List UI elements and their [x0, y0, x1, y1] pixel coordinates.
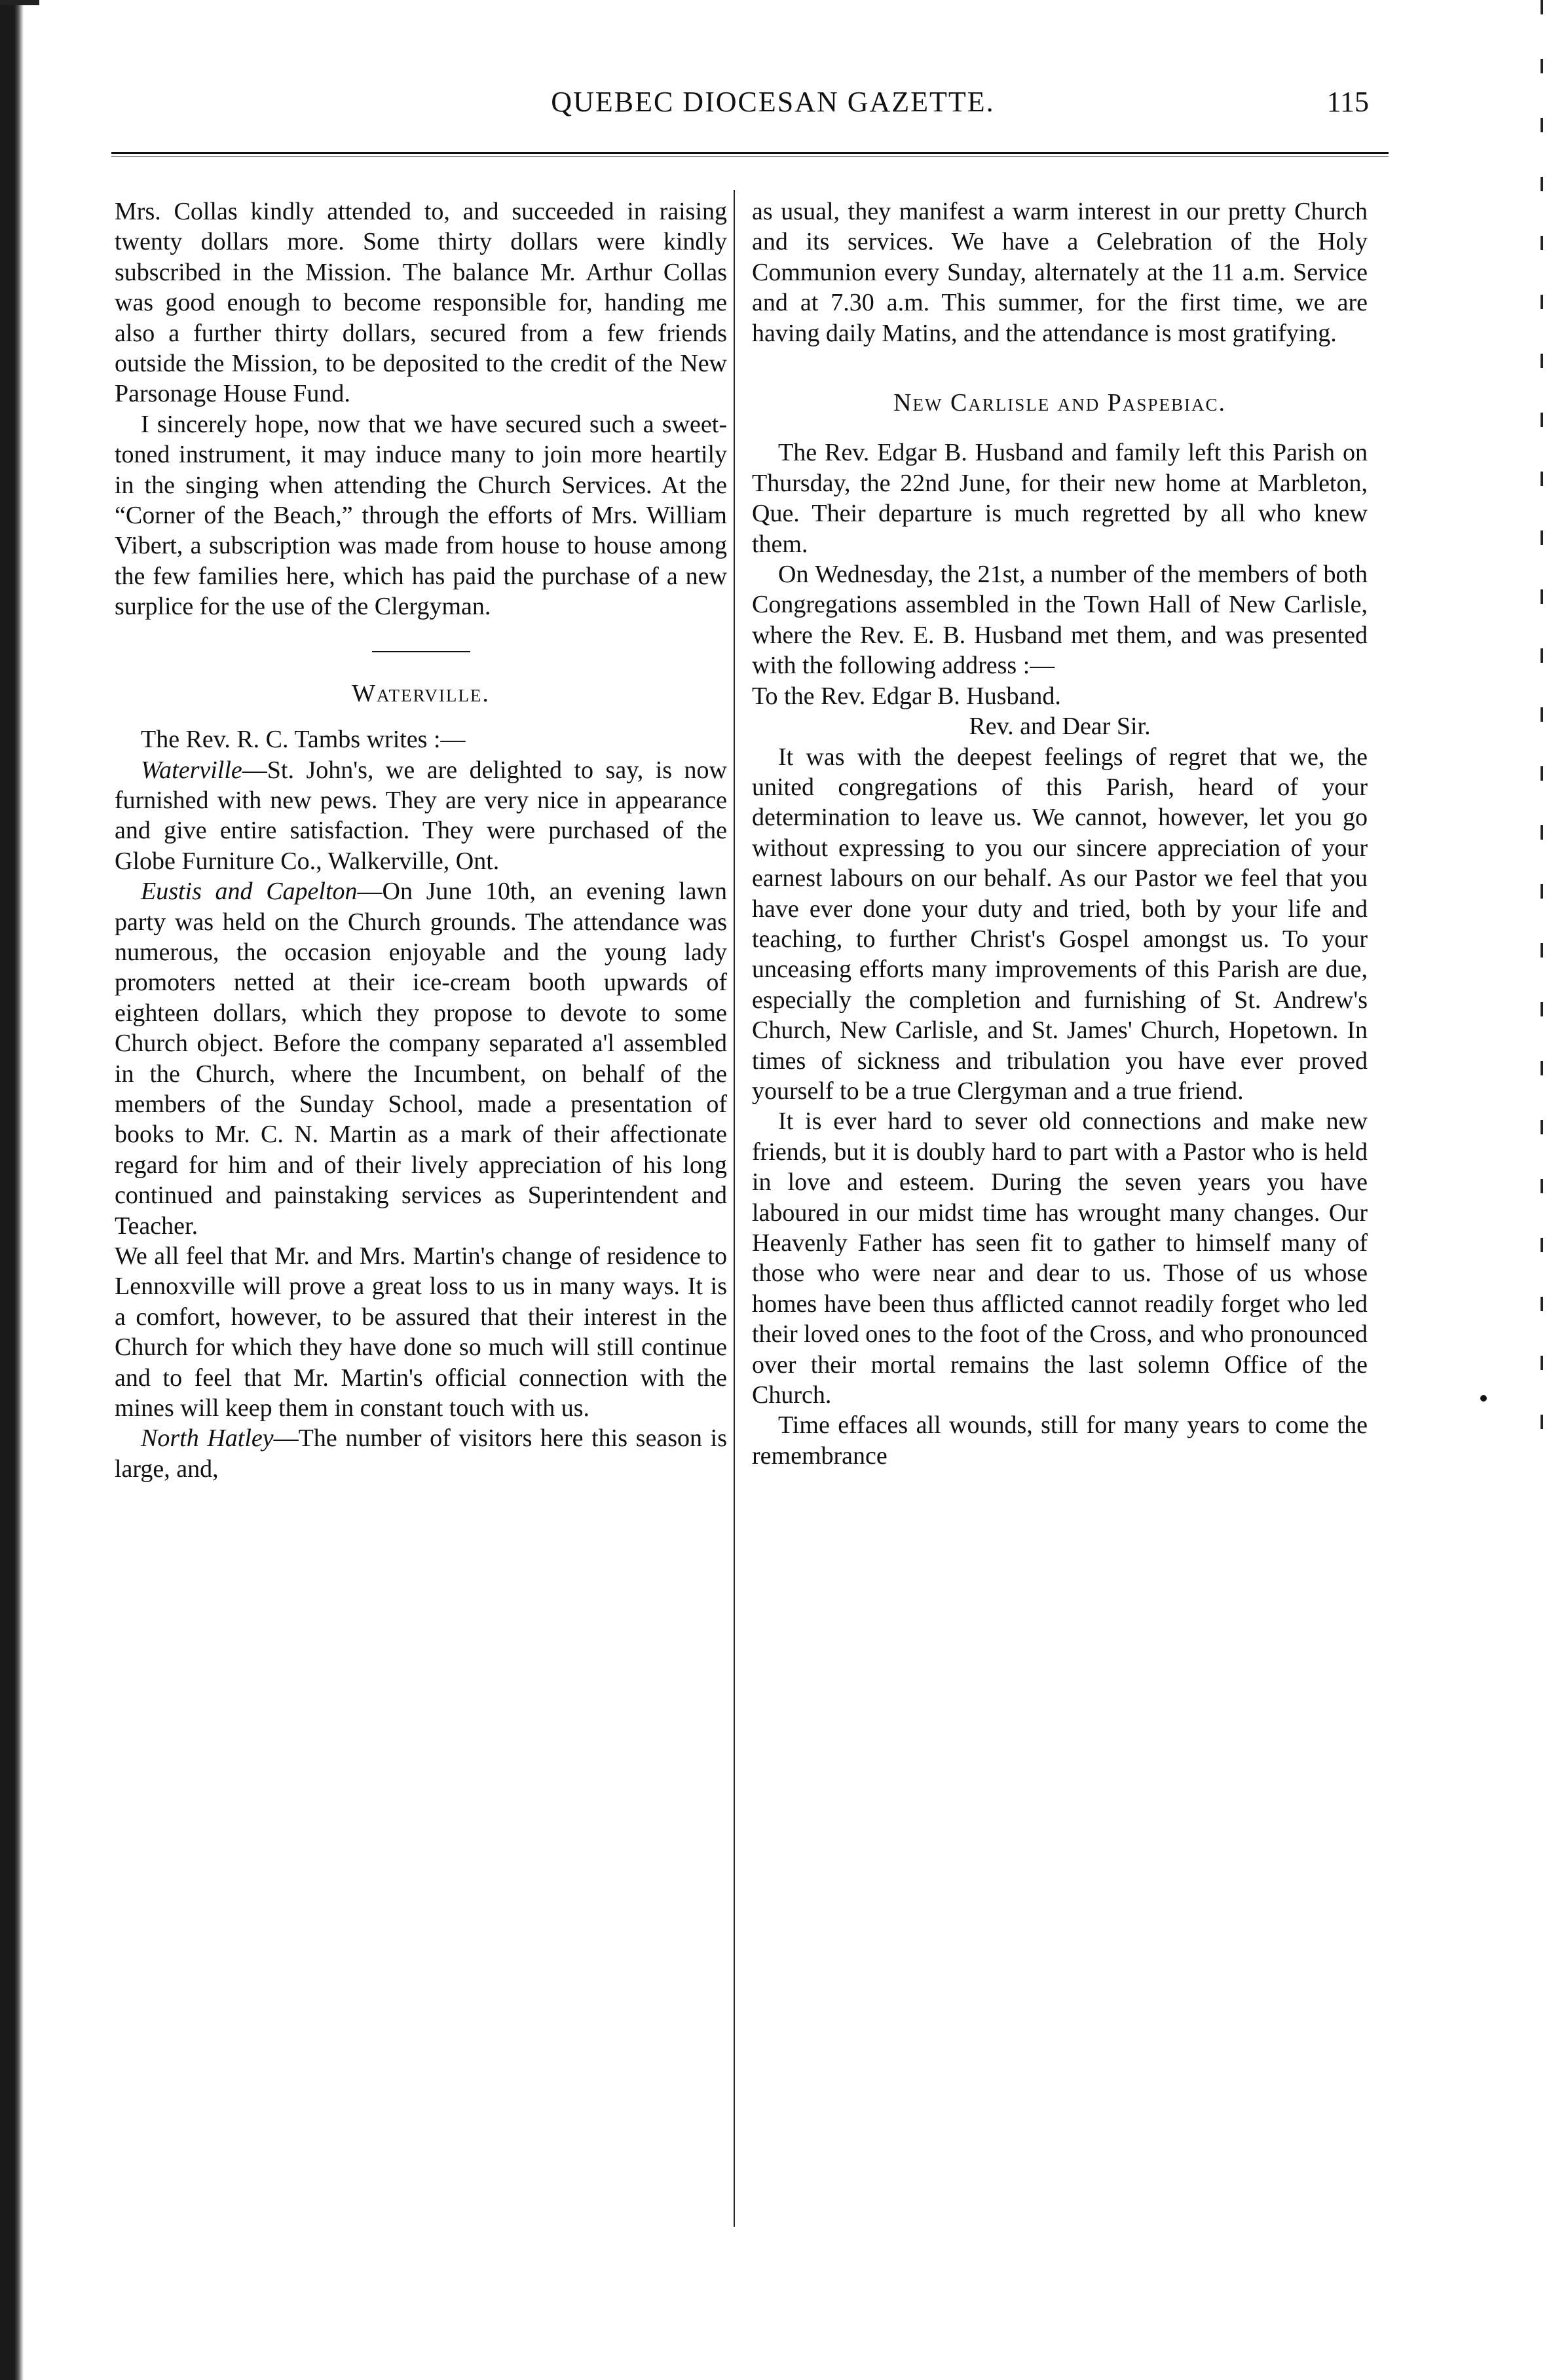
page-number: 115 — [1326, 86, 1369, 118]
header-double-rule — [111, 152, 1389, 157]
paragraph: as usual, they manifest a warm interest in our pretty Church and its services. We have a Celebration of the Holy Communion every Sunday, alternately at the 11 a.m. Service and at 7.30 a.m. This summer, for the first time, we are having daily Matins, and the attendance is most gratifying. — [752, 198, 1368, 347]
paragraph: It is ever hard to sever old connections and make new friends, but it is doubly hard to part with a Pastor who is held in love and esteem. During the seven years you have laboured in our midst time has wrought many changes. Our Heavenly Father has seen fit to gather to himself many of those who were near and dear to us. Those of us whose homes have been thus afflicted cannot readily forget who led their loved ones to the foot of the Cross, and who pronounced over their mortal remains the last solemn Office of the Church. — [752, 1107, 1368, 1409]
paragraph — [115, 876, 727, 1241]
paragraph: The Rev. R. C. Tambs writes :— — [141, 726, 466, 754]
page-binding-edge — [0, 0, 24, 2380]
right-column — [752, 196, 1368, 1471]
paragraph-body: —St. John's, we are delighted to say, is now furnished with new pews. They are very nice in appearance and give entire satisfaction. They were purchased of the Globe Furniture Co., Walkerville, Ont. — [115, 756, 727, 875]
section-divider — [372, 651, 470, 652]
scan-right-edge — [1541, 0, 1543, 1441]
paragraph — [115, 1423, 727, 1484]
paragraph-body: —The number of visitors here this season is large, and, — [115, 1424, 727, 1483]
paragraph — [115, 755, 727, 877]
paragraph: The Rev. Edgar B. Husband and family left this Parish on Thursday, the 22nd June, for their new home at Marbleton, Que. Their departure is much regretted by all who knew them. — [752, 439, 1368, 558]
section-heading-waterville: Waterville. — [352, 679, 490, 707]
scan-corner-mark — [0, 0, 39, 5]
paragraph-body: —On June 10th, an evening lawn party was held on the Church grounds. The attendance was numerous, the occasion enjoyable and the young lady promoters netted at their ice-cream booth upwards of eighteen dollars, which they propose to devote to some Church object. Before the company separated a'l assembled in the Church, where the Incumbent, on behalf of the members of the Sunday School, made a presentation of books to Mr. C. N. Martin as a mark of their affectionate regard for him and of their lively appreciation of his long continued and painstaking services as Superintendent and Teacher. — [115, 878, 727, 1240]
section-heading-new-carlisle: New Carlisle and Paspebiac. — [893, 389, 1226, 417]
paragraph: It was with the deepest feelings of regret that we, the united congregations of this Parish, heard of your determination to leave us. We cannot, however, let you go without expressing to you our sincere appreciation of your earnest labours on our behalf. As our Pastor we feel that you have ever done your duty and tried, both by your life and teaching, to further Christ's Gospel amongst us. To your unceasing efforts many improvements of this Parish are due, especially the completion and furnishing of St. Andrew's Church, New Carlisle, and St. James' Church, Hopetown. In times of sickness and tribulation you have ever proved yourself to be a true Clergyman and a true friend. — [752, 743, 1368, 1105]
paragraph: Mrs. Collas kindly attended to, and succeeded in raising twenty dollars more. Some thirty dollars were kindly subscribed in the Mission. The balance Mr. Arthur Collas was good enough to become responsible for, handing me also a further thirty dollars, secured from a few friends outside the Mission, to be deposited to the credit of the New Parsonage House Fund. — [115, 198, 727, 408]
place-name-lead: North Hatley — [141, 1424, 274, 1453]
margin-dot — [1480, 1395, 1487, 1402]
paragraph: On Wednesday, the 21st, a number of the members of both Congregations assembled in the Town Hall of New Carlisle, where the Rev. E. B. Husband met them, and was presented with the following address :— — [752, 561, 1368, 680]
address-salutation: Rev. and Dear Sir. — [969, 713, 1151, 741]
address-recipient: To the Rev. Edgar B. Husband. — [752, 682, 1061, 710]
paragraph: We all feel that Mr. and Mrs. Martin's change of residence to Lennoxville will prove a great loss to us in many ways. It is a comfort, however, to be assured that their interest in the Church for which they have done so much will still continue and to feel that Mr. Martin's official connection with the mines will keep them in constant touch with us. — [115, 1242, 727, 1422]
place-name-lead: Waterville — [141, 756, 242, 784]
page-header — [85, 85, 1369, 138]
place-name-lead: Eustis and Capelton — [141, 878, 358, 906]
running-title: QUEBEC DIOCESAN GAZETTE. — [551, 86, 995, 118]
paragraph: I sincerely hope, now that we have secured such a sweet-toned instrument, it may induce many to join more heartily in the singing when attending the Church Services. At the “Corner of the Beach,” through the efforts of Mrs. William Vibert, a subscription was made from house to house among the few families here, which has paid the purchase of a new surplice for the use of the Clergyman. — [115, 410, 727, 621]
paragraph: Time effaces all wounds, still for many years to come the remembrance — [752, 1411, 1368, 1470]
column-divider — [734, 190, 735, 2227]
left-column — [115, 196, 727, 1484]
